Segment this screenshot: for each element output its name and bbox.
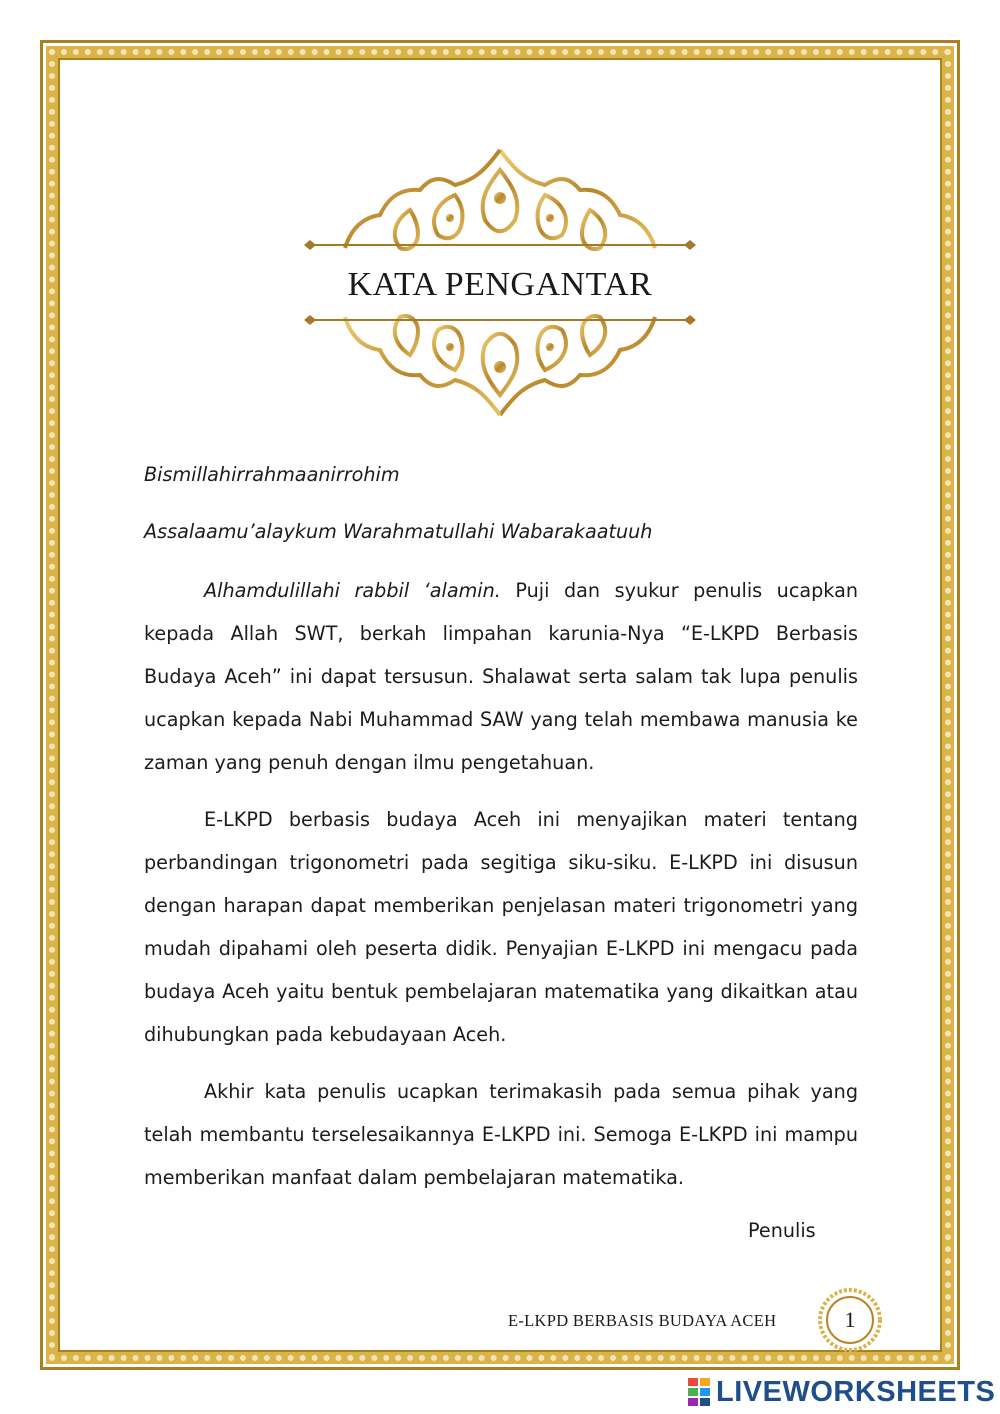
page-title: KATA PENGANTAR — [300, 263, 700, 307]
paragraph-1-italic: Alhamdulillahi rabbil ‘alamin. — [204, 579, 501, 602]
paragraph-1 — [144, 569, 858, 784]
footer-title: E-LKPD BERBASIS BUDAYA ACEH — [508, 1311, 777, 1330]
page-number: 1 — [844, 1307, 856, 1332]
paragraph-1-text: Puji dan syukur penulis ucapkan kepada Allah SWT, berkah limpahan karunia-Nya “E-LKPD Berbasis Budaya Aceh” ini dapat tersusun. Shalawat serta salam tak lupa penulis ucapkan kepada Nabi Muhammad SAW yang telah membawa manusia ke zaman yang penuh dengan ilmu pengetahuan. — [144, 579, 858, 774]
paragraph-2: E-LKPD berbasis budaya Aceh ini menyajikan materi tentang perbandingan trigonometri pada segitiga siku-siku. E-LKPD ini disusun dengan harapan dapat memberikan penjelasan materi trigonometri yang mudah dipahami oleh peserta didik. Penyajian E-LKPD ini mengacu pada budaya Aceh yaitu bentuk pembelajaran matematika yang dikaitkan atau dihubungkan pada kebudayaan Aceh. — [144, 808, 858, 1046]
liveworksheets-brand — [688, 1375, 995, 1409]
paragraph-3: Akhir kata penulis ucapkan terimakasih pada semua pihak yang telah membantu terselesaikannya E-LKPD ini. Semoga E-LKPD ini mampu memberikan manfaat dalam pembelajaran matematika. — [144, 1080, 858, 1189]
greeting-salam: Assalaamu’alaykum Warahmatullahi Wabarakaatuuh — [144, 520, 653, 543]
brand-name: LIVEWORKSHEETS — [716, 1375, 996, 1408]
greeting-bismillah: Bismillahirrahmaanirrohim — [144, 463, 400, 486]
liveworksheets-logo-icon — [688, 1378, 710, 1406]
signature: Penulis — [748, 1219, 816, 1242]
